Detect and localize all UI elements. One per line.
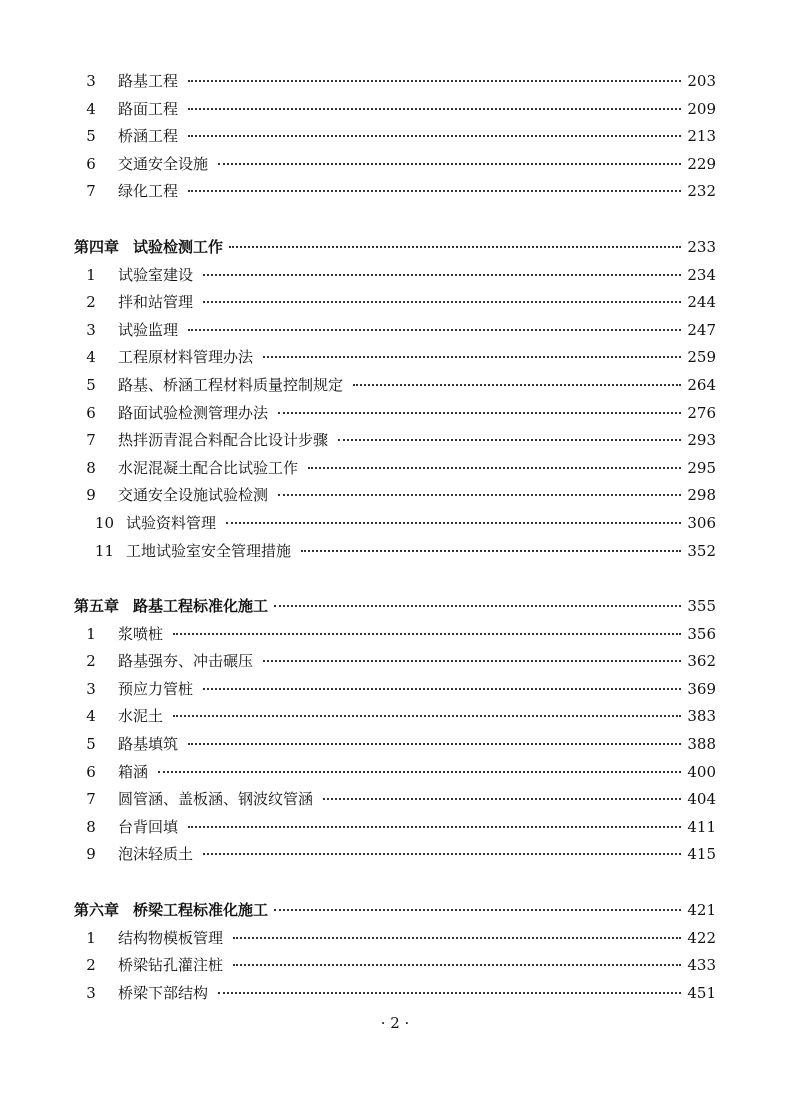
section-title: 水泥混凝土配合比试验工作 <box>118 458 299 477</box>
toc-section-row[interactable] <box>74 262 716 290</box>
dot-leader <box>301 549 681 552</box>
dot-leader <box>274 908 681 911</box>
page-number: 233 <box>687 237 716 256</box>
section-number: 9 <box>86 486 96 505</box>
dot-leader <box>263 659 681 662</box>
toc-section-row[interactable] <box>74 648 716 676</box>
dot-leader <box>323 797 681 800</box>
section-title: 交通安全设施 <box>118 154 209 173</box>
section-title: 台背回填 <box>118 817 179 836</box>
dot-leader <box>188 79 681 82</box>
section-title: 路基填筑 <box>118 735 179 754</box>
section-title: 试验资料管理 <box>126 513 217 532</box>
toc-section-row[interactable] <box>74 427 716 455</box>
page-number: 362 <box>687 652 716 671</box>
page-number: 388 <box>687 735 716 754</box>
chapter-title: 路基工程标准化施工 <box>133 597 269 616</box>
section-title: 拌和站管理 <box>118 293 194 312</box>
section-title: 桥涵工程 <box>118 127 179 146</box>
dot-leader <box>203 273 681 276</box>
dot-leader <box>173 714 681 717</box>
toc-section-row[interactable] <box>74 621 716 649</box>
section-number: 5 <box>86 735 96 754</box>
toc-group <box>74 234 716 565</box>
section-title: 工地试验室安全管理措施 <box>126 541 292 560</box>
section-number: 1 <box>86 928 96 947</box>
page-number: 244 <box>687 293 716 312</box>
section-title: 箱涵 <box>118 762 149 781</box>
section-title: 圆管涵、盖板涵、钢波纹管涵 <box>118 790 314 809</box>
toc-section-row[interactable] <box>74 344 716 372</box>
page-number: 411 <box>687 817 716 836</box>
toc-section-row[interactable] <box>74 482 716 510</box>
section-number: 3 <box>86 679 96 698</box>
section-number: 3 <box>86 320 96 339</box>
section-number: 9 <box>86 845 96 864</box>
page-number: 352 <box>687 541 716 560</box>
section-number: 7 <box>86 790 96 809</box>
dot-leader <box>173 632 681 635</box>
toc-section-row[interactable] <box>74 400 716 428</box>
toc-section-row[interactable] <box>74 676 716 704</box>
page-number: 232 <box>687 182 716 201</box>
page-number: 259 <box>687 348 716 367</box>
section-title: 桥梁下部结构 <box>118 983 209 1002</box>
dot-leader <box>188 107 681 110</box>
section-number: 8 <box>86 817 96 836</box>
page-number: 306 <box>687 513 716 532</box>
dot-leader <box>218 991 681 994</box>
section-number: 5 <box>86 375 96 394</box>
toc-section-row[interactable] <box>74 123 716 151</box>
section-number: 3 <box>86 983 96 1002</box>
page-number: 229 <box>687 154 716 173</box>
section-title: 浆喷桩 <box>118 624 164 643</box>
section-number: 6 <box>86 403 96 422</box>
section-number: 1 <box>86 624 96 643</box>
dot-leader <box>158 770 681 773</box>
dot-leader <box>188 189 681 192</box>
dot-leader <box>188 328 681 331</box>
toc-group <box>74 897 716 1007</box>
dot-leader <box>278 411 681 414</box>
toc-section-row[interactable] <box>74 703 716 731</box>
section-number: 6 <box>86 762 96 781</box>
toc-section-row[interactable] <box>74 538 716 566</box>
section-title: 绿化工程 <box>118 182 179 201</box>
dot-leader <box>203 852 681 855</box>
dot-leader <box>308 466 681 469</box>
chapter-label: 第四章 <box>74 237 120 256</box>
dot-leader <box>233 963 681 966</box>
page-number: 433 <box>687 956 716 975</box>
page-number: 404 <box>687 790 716 809</box>
page-number: 247 <box>687 320 716 339</box>
toc-section-row[interactable] <box>74 96 716 124</box>
section-number: 6 <box>86 154 96 173</box>
section-title: 交通安全设施试验检测 <box>118 486 269 505</box>
toc-section-row[interactable] <box>74 178 716 206</box>
section-title: 水泥土 <box>118 707 164 726</box>
chapter-title: 试验检测工作 <box>133 237 224 256</box>
toc-section-row[interactable] <box>74 372 716 400</box>
toc-section-row[interactable] <box>74 317 716 345</box>
dot-leader <box>353 383 681 386</box>
toc-chapter-row[interactable] <box>74 897 716 925</box>
section-number: 11 <box>94 541 114 560</box>
page-number: 276 <box>687 403 716 422</box>
section-title: 路基、桥涵工程材料质量控制规定 <box>118 375 344 394</box>
page-number: 421 <box>687 901 716 920</box>
page-footer-number: · 2 · <box>380 1014 410 1032</box>
section-title: 试验室建设 <box>118 265 194 284</box>
section-number: 2 <box>86 652 96 671</box>
toc-group <box>74 68 716 206</box>
page-number: 400 <box>687 762 716 781</box>
toc-section-row[interactable] <box>74 731 716 759</box>
page-number: 422 <box>687 928 716 947</box>
section-title: 工程原材料管理办法 <box>118 348 254 367</box>
dot-leader <box>188 134 681 137</box>
toc-section-row[interactable] <box>74 786 716 814</box>
toc-chapter-row[interactable] <box>74 234 716 262</box>
section-number: 10 <box>94 513 114 532</box>
chapter-label: 第五章 <box>74 597 120 616</box>
page-number: 234 <box>687 265 716 284</box>
page-number: 264 <box>687 375 716 394</box>
toc-section-row[interactable] <box>74 289 716 317</box>
toc-section-row[interactable] <box>74 925 716 953</box>
toc-section-row[interactable] <box>74 980 716 1008</box>
page-number: 369 <box>687 679 716 698</box>
dot-leader <box>278 493 681 496</box>
section-title: 热拌沥青混合料配合比设计步骤 <box>118 431 329 450</box>
toc-section-row[interactable] <box>74 952 716 980</box>
dot-leader <box>188 825 681 828</box>
page-number: 356 <box>687 624 716 643</box>
group-spacer <box>74 869 716 897</box>
section-number: 5 <box>86 127 96 146</box>
chapter-label: 第六章 <box>74 901 120 920</box>
group-spacer <box>74 206 716 234</box>
dot-leader <box>218 162 681 165</box>
dot-leader <box>203 687 681 690</box>
section-title: 路基强夯、冲击碾压 <box>118 652 254 671</box>
page-number: 298 <box>687 486 716 505</box>
section-title: 泡沫轻质土 <box>118 845 194 864</box>
section-title: 试验监理 <box>118 320 179 339</box>
section-title: 桥梁钻孔灌注桩 <box>118 956 224 975</box>
page-number: 203 <box>687 72 716 90</box>
toc-section-row[interactable] <box>74 841 716 869</box>
section-number: 7 <box>86 431 96 450</box>
toc-section-row[interactable] <box>74 759 716 787</box>
dot-leader <box>188 742 681 745</box>
dot-leader <box>263 355 681 358</box>
dot-leader <box>226 521 681 524</box>
page-number: 383 <box>687 707 716 726</box>
section-number: 7 <box>86 182 96 201</box>
section-number: 4 <box>86 99 96 118</box>
section-number: 1 <box>86 265 96 284</box>
section-number: 3 <box>86 72 96 90</box>
toc-chapter-row[interactable] <box>74 593 716 621</box>
page-number: 295 <box>687 458 716 477</box>
toc-section-row[interactable] <box>74 510 716 538</box>
page-number: 355 <box>687 597 716 616</box>
page-number: 415 <box>687 845 716 864</box>
section-title: 路基工程 <box>118 72 179 90</box>
section-title: 预应力管桩 <box>118 679 194 698</box>
dot-leader <box>229 245 681 248</box>
section-number: 2 <box>86 293 96 312</box>
dot-leader <box>338 438 681 441</box>
dot-leader <box>203 300 681 303</box>
section-title: 结构物模板管理 <box>118 928 224 947</box>
toc-section-row[interactable] <box>74 68 716 96</box>
chapter-title: 桥梁工程标准化施工 <box>133 901 269 920</box>
dot-leader <box>274 604 681 607</box>
dot-leader <box>233 936 681 939</box>
table-of-contents <box>74 68 716 1007</box>
toc-group <box>74 593 716 869</box>
group-spacer <box>74 565 716 593</box>
section-number: 4 <box>86 707 96 726</box>
page-number: 293 <box>687 431 716 450</box>
section-title: 路面试验检测管理办法 <box>118 403 269 422</box>
toc-section-row[interactable] <box>74 455 716 483</box>
toc-section-row[interactable] <box>74 814 716 842</box>
toc-section-row[interactable] <box>74 151 716 179</box>
section-number: 8 <box>86 458 96 477</box>
page-number: 213 <box>687 127 716 146</box>
page-number: 451 <box>687 983 716 1002</box>
section-number: 2 <box>86 956 96 975</box>
section-number: 4 <box>86 348 96 367</box>
section-title: 路面工程 <box>118 99 179 118</box>
page-number: 209 <box>687 99 716 118</box>
